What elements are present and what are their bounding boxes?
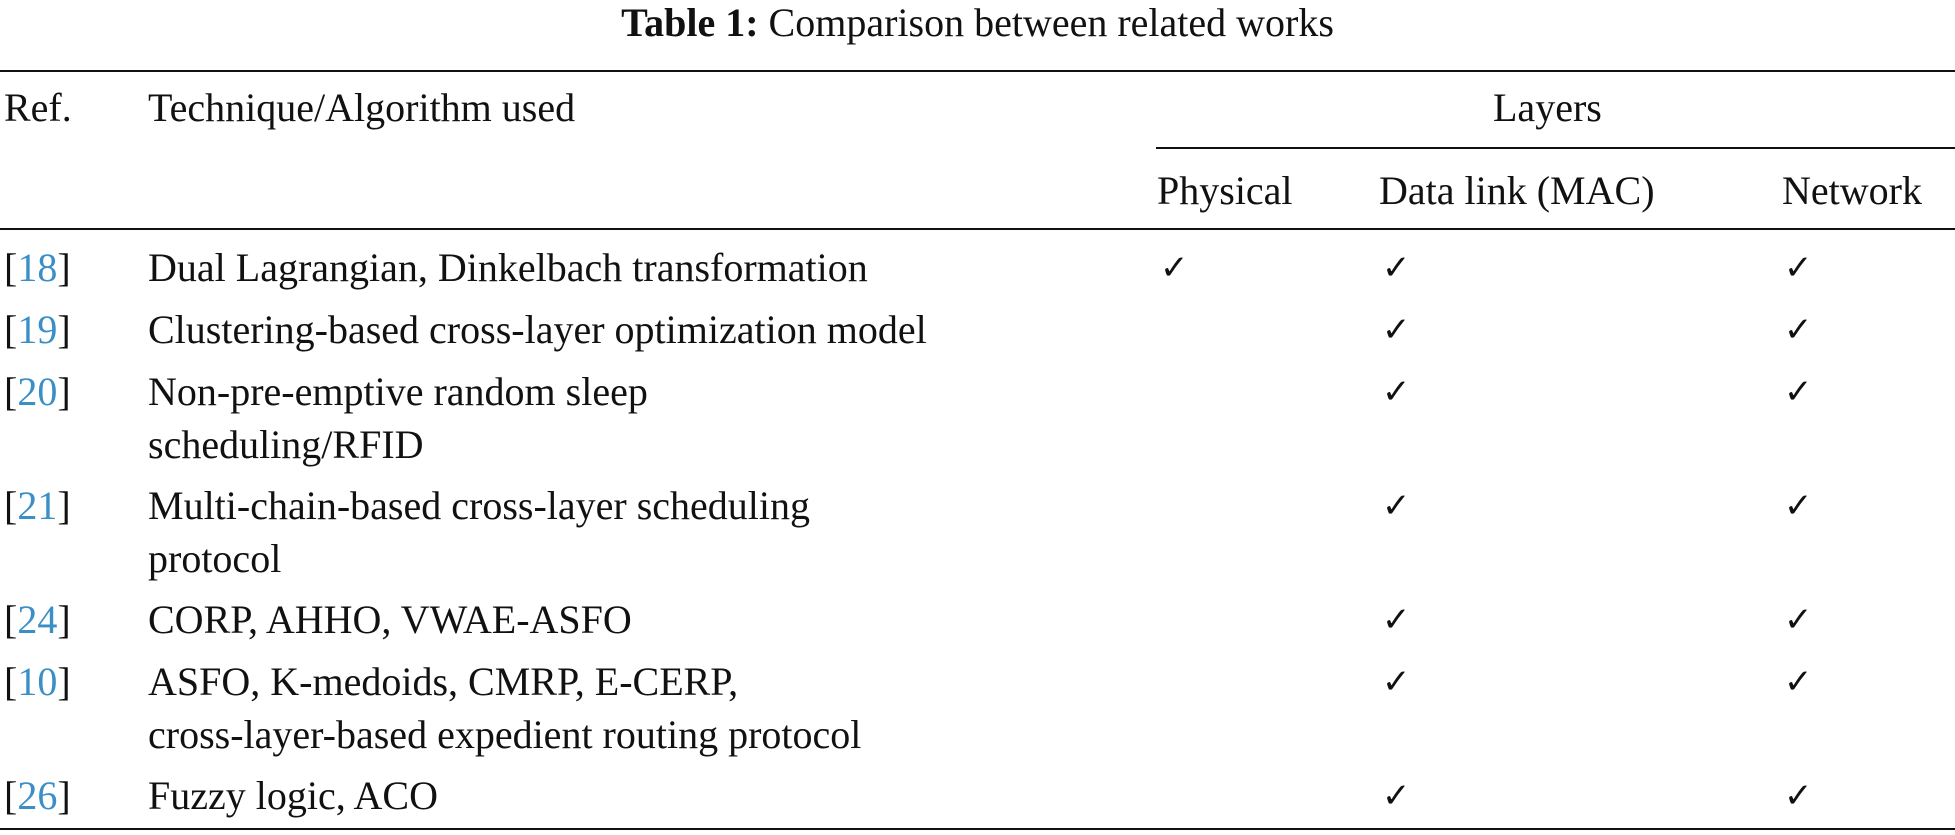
datalink-check-icon: ✓ xyxy=(1382,600,1411,640)
technique-cell: Dual Lagrangian, Dinkelbach transformation xyxy=(148,245,868,290)
header-rule xyxy=(0,228,1955,230)
technique-cell: ASFO, K-medoids, CMRP, E-CERP, xyxy=(148,659,739,704)
technique-cell: Multi-chain-based cross-layer scheduling xyxy=(148,483,811,528)
technique-cell: Fuzzy logic, ACO xyxy=(148,773,438,818)
table-caption xyxy=(0,0,1955,46)
network-check-icon: ✓ xyxy=(1784,662,1813,702)
header-technique: Technique/Algorithm used xyxy=(148,85,576,130)
datalink-check-icon: ✓ xyxy=(1382,662,1411,702)
header-physical: Physical xyxy=(1157,168,1293,213)
citation-link[interactable]: 18 xyxy=(17,245,58,290)
datalink-check-icon: ✓ xyxy=(1382,310,1411,350)
top-rule xyxy=(0,70,1955,72)
technique-cell: CORP, AHHO, VWAE-ASFO xyxy=(148,597,632,642)
network-check-icon: ✓ xyxy=(1784,248,1813,288)
technique-cell: Clustering-based cross-layer optimization model xyxy=(148,307,927,352)
citation-link[interactable]: 24 xyxy=(17,597,58,642)
technique-cell: scheduling/RFID xyxy=(148,422,424,467)
technique-cell: Non-pre-emptive random sleep xyxy=(148,369,648,414)
citation-link[interactable]: 21 xyxy=(17,483,58,528)
ref-cell: [10] xyxy=(4,659,71,704)
header-layers: Layers xyxy=(1493,85,1602,130)
header-network: Network xyxy=(1782,168,1922,213)
technique-cell: protocol xyxy=(148,536,282,581)
technique-cell: cross-layer-based expedient routing protocol xyxy=(148,712,862,757)
network-check-icon: ✓ xyxy=(1784,372,1813,412)
citation-link[interactable]: 19 xyxy=(17,307,58,352)
datalink-check-icon: ✓ xyxy=(1382,248,1411,288)
bottom-rule xyxy=(0,828,1955,830)
ref-cell: [24] xyxy=(4,597,71,642)
network-check-icon: ✓ xyxy=(1784,600,1813,640)
datalink-check-icon: ✓ xyxy=(1382,372,1411,412)
header-datalink: Data link (MAC) xyxy=(1379,168,1655,213)
citation-link[interactable]: 26 xyxy=(17,773,58,818)
physical-check-icon: ✓ xyxy=(1160,248,1189,288)
ref-cell: [21] xyxy=(4,483,71,528)
caption-text: Comparison between related works xyxy=(768,0,1334,45)
citation-link[interactable]: 20 xyxy=(17,369,58,414)
datalink-check-icon: ✓ xyxy=(1382,776,1411,816)
ref-cell: [18] xyxy=(4,245,71,290)
network-check-icon: ✓ xyxy=(1784,776,1813,816)
network-check-icon: ✓ xyxy=(1784,486,1813,526)
network-check-icon: ✓ xyxy=(1784,310,1813,350)
datalink-check-icon: ✓ xyxy=(1382,486,1411,526)
ref-cell: [19] xyxy=(4,307,71,352)
caption-label: Table 1: xyxy=(621,0,759,45)
layers-subrule xyxy=(1156,147,1955,149)
ref-cell: [20] xyxy=(4,369,71,414)
ref-cell: [26] xyxy=(4,773,71,818)
citation-link[interactable]: 10 xyxy=(17,659,58,704)
header-ref: Ref. xyxy=(4,85,72,130)
